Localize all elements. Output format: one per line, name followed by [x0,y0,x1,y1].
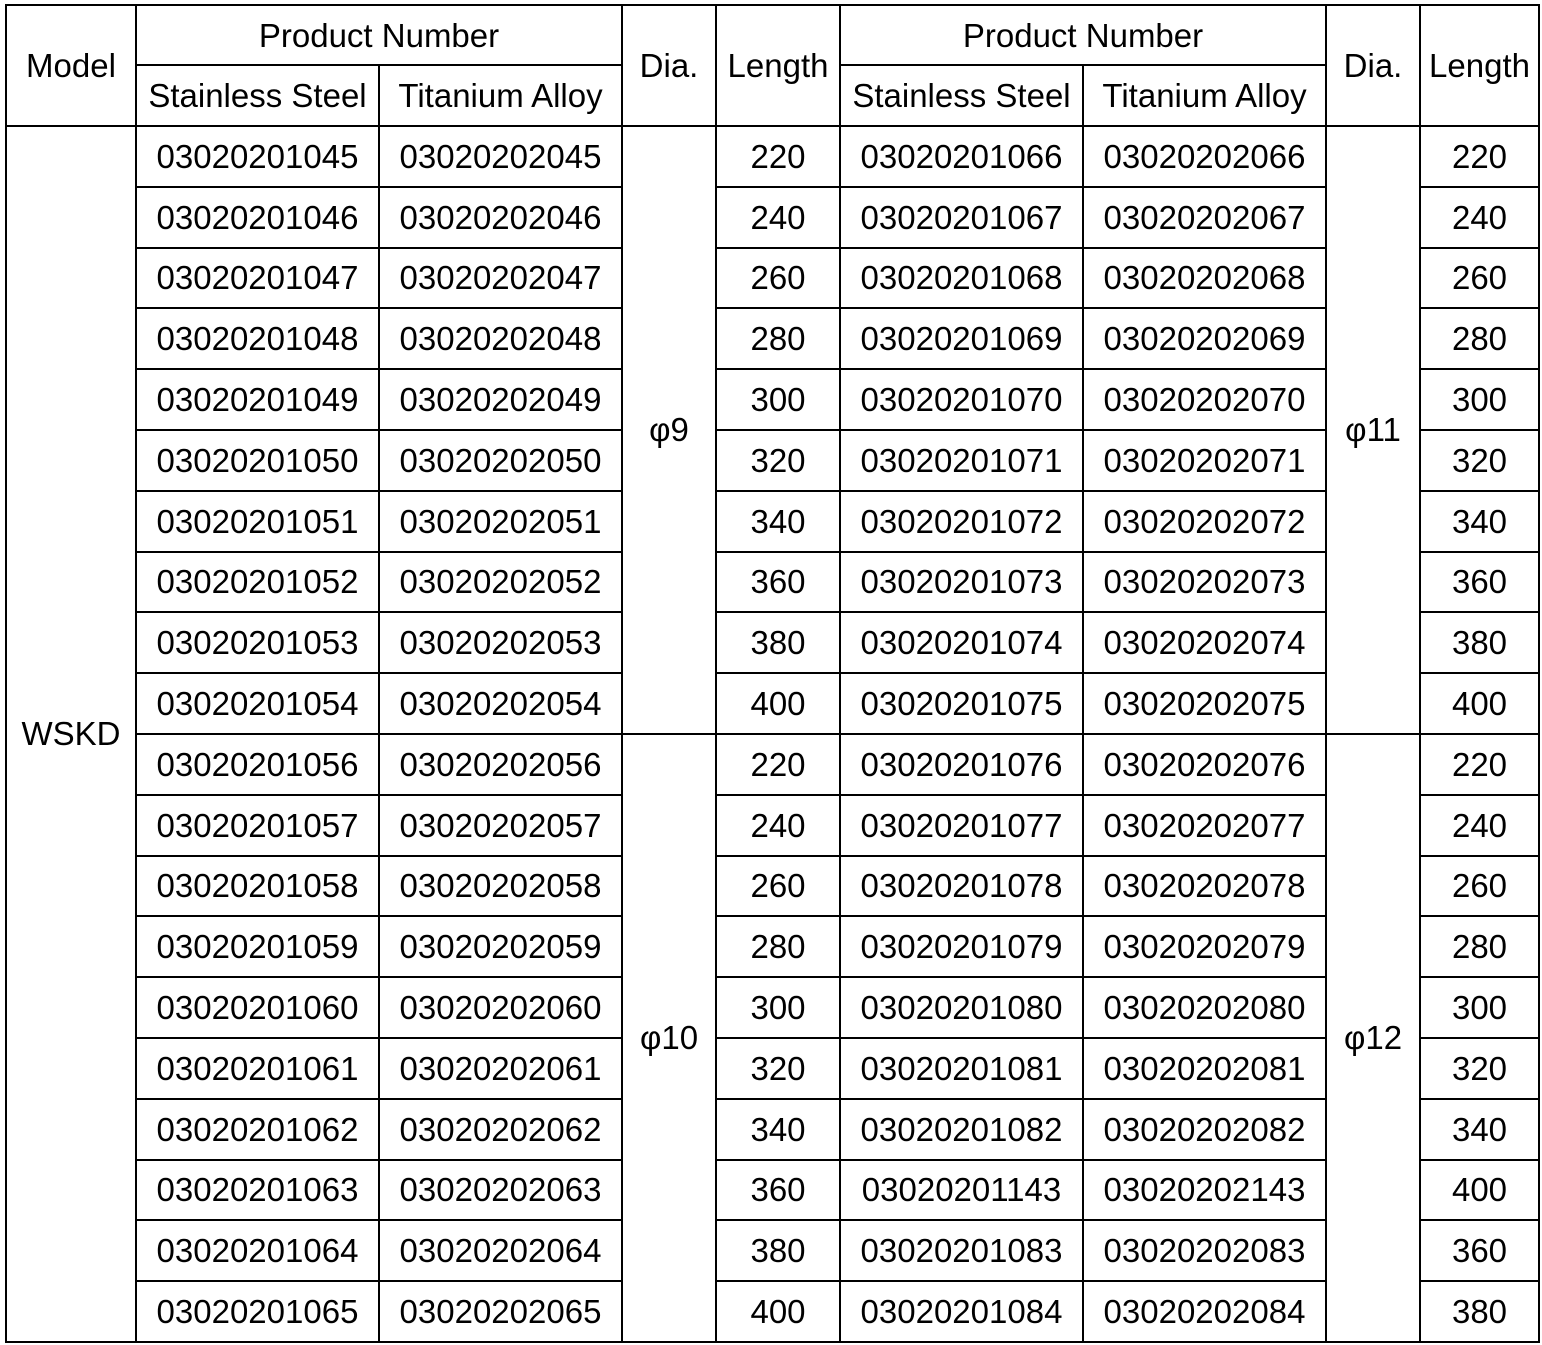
titanium-alloy-cell: 03020202050 [379,430,622,491]
length-header-left: Length [716,5,840,126]
stainless-steel-cell: 03020201047 [136,248,379,309]
table-row [6,977,1539,1038]
table-row [6,430,1539,491]
stainless-steel-cell: 03020201082 [840,1099,1083,1160]
length-cell: 380 [716,1220,840,1281]
titanium-alloy-cell: 03020202045 [379,126,622,187]
titanium-alloy-cell: 03020202061 [379,1038,622,1099]
length-cell: 320 [716,430,840,491]
table-row [6,1038,1539,1099]
titanium-alloy-cell: 03020202071 [1083,430,1326,491]
length-cell: 380 [716,612,840,673]
titanium-alloy-cell: 03020202143 [1083,1160,1326,1221]
titanium-alloy-cell: 03020202058 [379,856,622,917]
titanium-alloy-cell: 03020202081 [1083,1038,1326,1099]
length-cell: 400 [716,1281,840,1342]
stainless-steel-cell: 03020201051 [136,491,379,552]
stainless-steel-cell: 03020201071 [840,430,1083,491]
stainless-steel-cell: 03020201075 [840,673,1083,734]
titanium-alloy-cell: 03020202052 [379,552,622,613]
length-cell: 300 [1420,977,1539,1038]
titanium-alloy-cell: 03020202057 [379,795,622,856]
stainless-steel-cell: 03020201057 [136,795,379,856]
titanium-alloy-cell: 03020202083 [1083,1220,1326,1281]
length-cell: 260 [1420,248,1539,309]
length-cell: 320 [716,1038,840,1099]
dia-cell-right: φ12 [1326,734,1420,1342]
stainless-steel-header-left: Stainless Steel [136,65,379,126]
table-row [6,1160,1539,1221]
dia-cell-left: φ10 [622,734,716,1342]
titanium-alloy-cell: 03020202082 [1083,1099,1326,1160]
titanium-alloy-cell: 03020202060 [379,977,622,1038]
length-cell: 280 [716,308,840,369]
titanium-alloy-cell: 03020202077 [1083,795,1326,856]
length-cell: 300 [1420,369,1539,430]
titanium-alloy-cell: 03020202066 [1083,126,1326,187]
dia-header-left: Dia. [622,5,716,126]
dia-cell-left: φ9 [622,126,716,734]
length-cell: 300 [716,977,840,1038]
titanium-alloy-cell: 03020202078 [1083,856,1326,917]
table-row [6,248,1539,309]
stainless-steel-cell: 03020201074 [840,612,1083,673]
header-row-1 [6,5,1539,65]
length-cell: 220 [716,734,840,795]
table-row [6,1220,1539,1281]
titanium-alloy-cell: 03020202069 [1083,308,1326,369]
length-cell: 240 [1420,187,1539,248]
length-cell: 220 [1420,126,1539,187]
stainless-steel-cell: 03020201060 [136,977,379,1038]
product-number-header-left: Product Number [136,5,622,65]
stainless-steel-cell: 03020201063 [136,1160,379,1221]
dia-header-right: Dia. [1326,5,1420,126]
stainless-steel-cell: 03020201065 [136,1281,379,1342]
titanium-alloy-cell: 03020202048 [379,308,622,369]
stainless-steel-cell: 03020201067 [840,187,1083,248]
titanium-alloy-cell: 03020202065 [379,1281,622,1342]
titanium-alloy-cell: 03020202046 [379,187,622,248]
length-cell: 240 [1420,795,1539,856]
length-cell: 400 [1420,673,1539,734]
table-row [6,1099,1539,1160]
titanium-alloy-cell: 03020202059 [379,916,622,977]
stainless-steel-cell: 03020201076 [840,734,1083,795]
table-row [6,734,1539,795]
length-cell: 300 [716,369,840,430]
stainless-steel-cell: 03020201059 [136,916,379,977]
titanium-alloy-header-left: Titanium Alloy [379,65,622,126]
length-cell: 400 [716,673,840,734]
titanium-alloy-cell: 03020202047 [379,248,622,309]
length-cell: 380 [1420,612,1539,673]
stainless-steel-cell: 03020201077 [840,795,1083,856]
stainless-steel-cell: 03020201053 [136,612,379,673]
length-cell: 280 [1420,916,1539,977]
stainless-steel-cell: 03020201070 [840,369,1083,430]
length-cell: 340 [1420,491,1539,552]
length-header-right: Length [1420,5,1539,126]
titanium-alloy-cell: 03020202063 [379,1160,622,1221]
table-row [6,308,1539,369]
length-cell: 380 [1420,1281,1539,1342]
length-cell: 360 [716,552,840,613]
titanium-alloy-cell: 03020202076 [1083,734,1326,795]
product-number-header-right: Product Number [840,5,1326,65]
stainless-steel-cell: 03020201079 [840,916,1083,977]
titanium-alloy-header-right: Titanium Alloy [1083,65,1326,126]
titanium-alloy-cell: 03020202068 [1083,248,1326,309]
length-cell: 280 [716,916,840,977]
table-row [6,369,1539,430]
length-cell: 220 [716,126,840,187]
stainless-steel-cell: 03020201066 [840,126,1083,187]
titanium-alloy-cell: 03020202079 [1083,916,1326,977]
stainless-steel-cell: 03020201143 [840,1160,1083,1221]
stainless-steel-cell: 03020201045 [136,126,379,187]
titanium-alloy-cell: 03020202053 [379,612,622,673]
stainless-steel-cell: 03020201054 [136,673,379,734]
stainless-steel-cell: 03020201073 [840,552,1083,613]
titanium-alloy-cell: 03020202074 [1083,612,1326,673]
model-header: Model [6,5,136,126]
titanium-alloy-cell: 03020202080 [1083,977,1326,1038]
titanium-alloy-cell: 03020202051 [379,491,622,552]
titanium-alloy-cell: 03020202070 [1083,369,1326,430]
length-cell: 340 [1420,1099,1539,1160]
stainless-steel-cell: 03020201078 [840,856,1083,917]
table-row [6,612,1539,673]
stainless-steel-cell: 03020201046 [136,187,379,248]
stainless-steel-cell: 03020201056 [136,734,379,795]
length-cell: 360 [1420,552,1539,613]
table-row [6,1281,1539,1342]
stainless-steel-cell: 03020201083 [840,1220,1083,1281]
stainless-steel-cell: 03020201062 [136,1099,379,1160]
titanium-alloy-cell: 03020202073 [1083,552,1326,613]
table-row [6,916,1539,977]
stainless-steel-cell: 03020201072 [840,491,1083,552]
length-cell: 280 [1420,308,1539,369]
length-cell: 400 [1420,1160,1539,1221]
product-spec-table [5,4,1540,1343]
table-row [6,187,1539,248]
stainless-steel-cell: 03020201052 [136,552,379,613]
titanium-alloy-cell: 03020202072 [1083,491,1326,552]
stainless-steel-cell: 03020201084 [840,1281,1083,1342]
stainless-steel-cell: 03020201048 [136,308,379,369]
table-row [6,491,1539,552]
table-row [6,552,1539,613]
length-cell: 240 [716,795,840,856]
table-row [6,856,1539,917]
length-cell: 340 [716,1099,840,1160]
titanium-alloy-cell: 03020202064 [379,1220,622,1281]
length-cell: 260 [716,856,840,917]
titanium-alloy-cell: 03020202084 [1083,1281,1326,1342]
stainless-steel-cell: 03020201080 [840,977,1083,1038]
length-cell: 320 [1420,1038,1539,1099]
length-cell: 240 [716,187,840,248]
table-row [6,126,1539,187]
titanium-alloy-cell: 03020202056 [379,734,622,795]
table-row [6,673,1539,734]
length-cell: 260 [716,248,840,309]
length-cell: 320 [1420,430,1539,491]
stainless-steel-cell: 03020201068 [840,248,1083,309]
length-cell: 220 [1420,734,1539,795]
table-body [6,5,1539,1342]
length-cell: 260 [1420,856,1539,917]
length-cell: 360 [716,1160,840,1221]
titanium-alloy-cell: 03020202049 [379,369,622,430]
length-cell: 360 [1420,1220,1539,1281]
stainless-steel-cell: 03020201049 [136,369,379,430]
titanium-alloy-cell: 03020202054 [379,673,622,734]
stainless-steel-cell: 03020201069 [840,308,1083,369]
model-cell: WSKD [6,126,136,1342]
titanium-alloy-cell: 03020202067 [1083,187,1326,248]
stainless-steel-header-right: Stainless Steel [840,65,1083,126]
stainless-steel-cell: 03020201058 [136,856,379,917]
stainless-steel-cell: 03020201081 [840,1038,1083,1099]
stainless-steel-cell: 03020201050 [136,430,379,491]
titanium-alloy-cell: 03020202075 [1083,673,1326,734]
stainless-steel-cell: 03020201064 [136,1220,379,1281]
table-row [6,795,1539,856]
length-cell: 340 [716,491,840,552]
stainless-steel-cell: 03020201061 [136,1038,379,1099]
titanium-alloy-cell: 03020202062 [379,1099,622,1160]
dia-cell-right: φ11 [1326,126,1420,734]
